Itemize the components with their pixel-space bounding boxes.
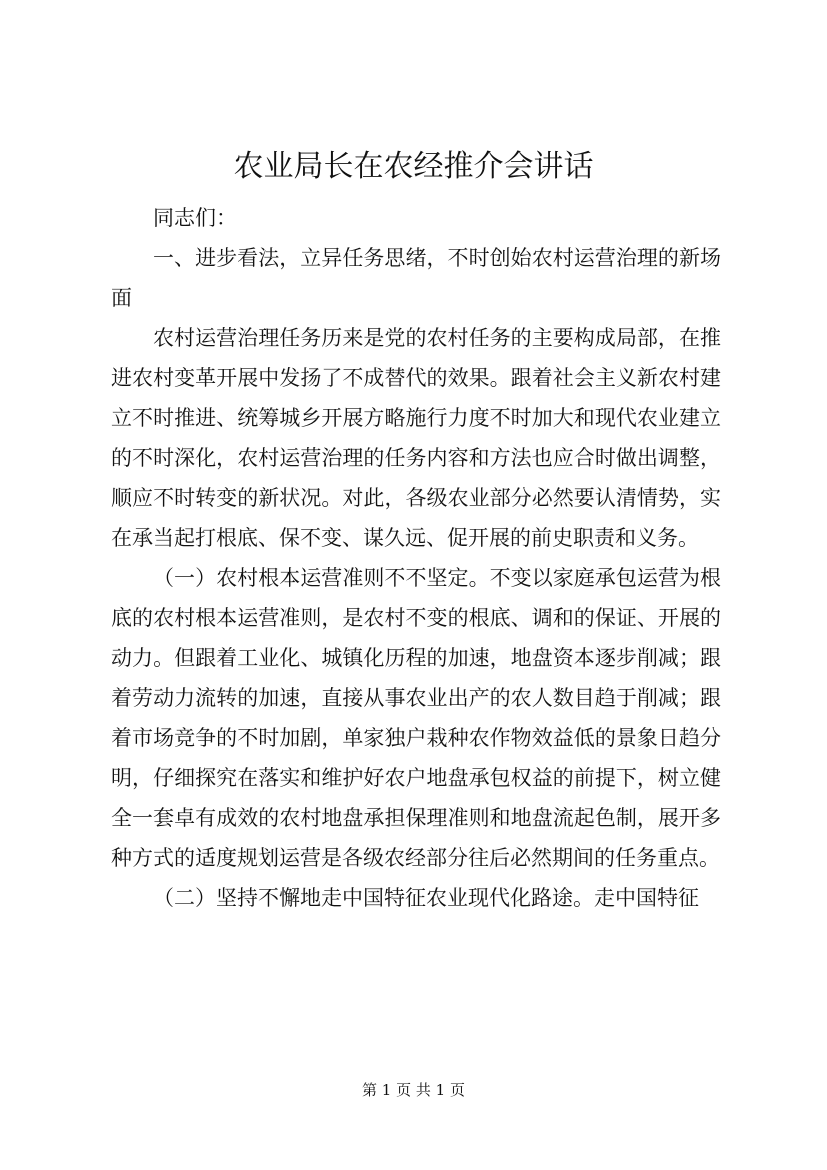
document-title: 农业局长在农经推介会讲话 — [233, 149, 594, 184]
document-body — [111, 198, 721, 918]
paragraph: （一）农村根本运营准则不不坚定。不变以家庭承包运营为根底的农村根本运营准则，是农村不变的根底、调和的保证、开展的动力。但跟着工业化、城镇化历程的加速，地盘资本逐步削减；跟着劳动力流转的加速，直接从事农业出产的农人数目趋于削减；跟着市场竞争的不时加剧，单家独户栽种农作物效益低的景象日趋分明，仔细探究在落实和维护好农户地盘承包权益的前提下，树立健全一套卓有成效的农村地盘承担保理准则和地盘流起色制，展开多种方式的适度规划运营是各级农经部分往后必然期间的任务重点。 — [111, 566, 721, 870]
section-heading-1: 一、进步看法，立异任务思绪，不时创始农村运营治理的新场面 — [111, 246, 721, 310]
paragraph: （二）坚持不懈地走中国特征农业现代化路途。走中国特征 — [153, 886, 699, 910]
page-footer: 第 1 页 共 1 页 — [362, 1081, 465, 1099]
salutation: 同志们： — [153, 206, 237, 230]
paragraph: 农村运营治理任务历来是党的农村任务的主要构成局部，在推进农村变革开展中发扬了不成替代的效果。跟着社会主义新农村建立不时推进、统筹城乡开展方略施行力度不时加大和现代农业建立的不时深化，农村运营治理的任务内容和方法也应合时做出调整，顺应不时转变的新状况。对此，各级农业部分必然要认清情势，实在承当起打根底、保不变、谋久远、促开展的前史职责和义务。 — [111, 326, 721, 550]
